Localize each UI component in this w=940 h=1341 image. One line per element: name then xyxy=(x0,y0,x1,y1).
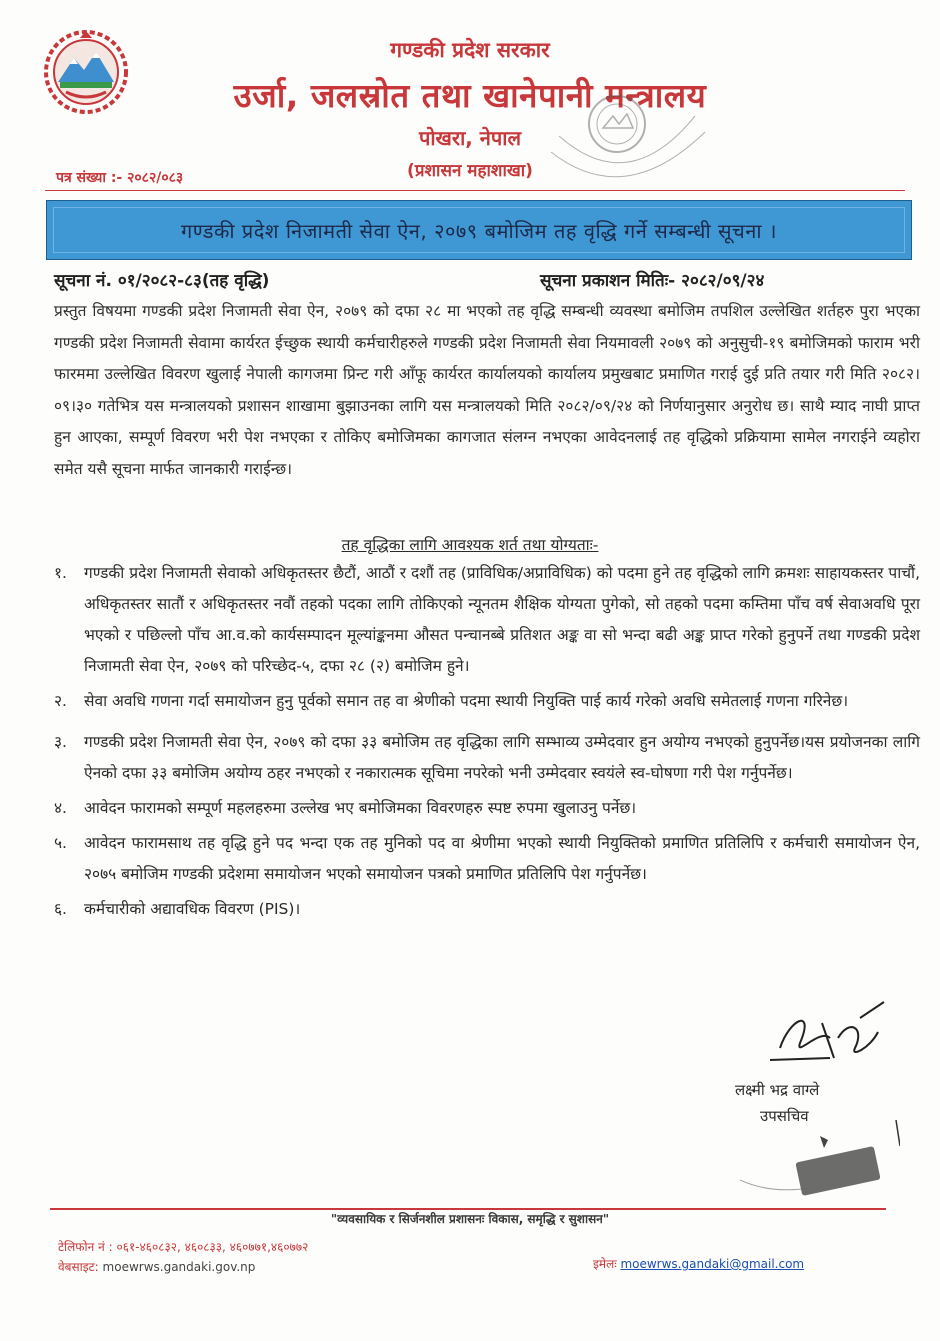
website-link[interactable]: moewrws.gandaki.gov.np xyxy=(102,1260,256,1274)
footer-slogan: "व्यवसायिक र सिर्जनशील प्रशासनः विकास, समृद्धि र सुशासन" xyxy=(330,1212,610,1226)
signer-name: लक्ष्मी भद्र वाग्ले xyxy=(735,1081,820,1099)
publication-date: सूचना प्रकाशन मितिः- २०८२/०९/२४ xyxy=(540,271,765,291)
designation-seal-icon xyxy=(740,1118,900,1208)
requirements-list xyxy=(54,558,920,929)
requirements-heading xyxy=(0,533,940,555)
requirements-heading-text: तह वृद्धिका लागि आवश्यक शर्त तथा योग्यताः- xyxy=(341,536,599,554)
notice-title-banner xyxy=(46,200,912,260)
item-number: १. xyxy=(54,564,67,582)
item-text: गण्डकी प्रदेश निजामती सेवाको अधिकृतस्तर छैटौं, आठौं र दशौं तह (प्राविधिक/अप्राविधिक) को पदमा हुने तह वृद्धिको लागि क्रमशः साहायकस्तर पाचौं, अधिकृतस्तर सातौं र अधिकृतस्तर नवौं तहको पदका लागि तोकिएको न्यूनतम शैक्षिक योग्यता पुगेको, सो तहको पदमा कम्तिमा पाँच वर्ष सेवाअवधि पूरा भएको र पछिल्लो पाँच आ.व.को कार्यसम्पादन मूल्यांङ्कनमा औसत पन्चानब्बे प्रतिशत अङ्क वा सो भन्दा बढी अङ्क प्राप्त गरेको हुनुपर्ने तथा गण्डकी प्रदेश निजामती सेवा ऐन, २०७९ को परिच्छेद-५, दफा २८ (२) बमोजिम हुने। xyxy=(84,564,920,675)
office-stamp-icon xyxy=(545,92,715,212)
phone-label: टेलिफोन नं : xyxy=(58,1240,117,1254)
item-number: ४. xyxy=(54,799,67,817)
email-label: इमेलः xyxy=(593,1257,621,1271)
footer-website xyxy=(58,1258,255,1275)
requirement-item xyxy=(54,894,920,925)
branch-name: (प्रशासन महाशाखा) xyxy=(407,161,533,181)
item-text: आवेदन फारामसाथ तह वृद्धि हुने पद भन्दा एक तह मुनिको पद वा श्रेणीमा भएको स्थायी नियुक्तिको प्रमाणित प्रतिलिपि र कर्मचारी समायोजन ऐन, २०७५ बमोजिम गण्डकी प्रदेशमा समायोजन भएको समायोजन पत्रको प्रमाणित प्रतिलिपि पेश गर्नुपर्नेछ। xyxy=(84,834,920,883)
letter-number: पत्र संख्या :- २०८२/०८३ xyxy=(56,170,184,186)
footer-email xyxy=(593,1255,804,1272)
footer-phone xyxy=(58,1238,308,1255)
item-number: ६. xyxy=(54,900,67,918)
city-name: पोखरा, नेपाल xyxy=(418,126,522,150)
header-divider xyxy=(45,190,905,191)
notice-number: सूचना नं. ०१/२०८२-८३(तह वृद्धि) xyxy=(54,271,270,291)
email-link[interactable]: moewrws.gandaki@gmail.com xyxy=(620,1257,805,1271)
phone-numbers: ०६१-४६०८३२, ४६०८३३, ४६०७७१,४६०७७२ xyxy=(116,1240,309,1254)
requirement-item xyxy=(54,828,920,890)
signer-post: उपसचिव xyxy=(760,1107,809,1125)
requirement-item xyxy=(54,727,920,789)
item-number: ३. xyxy=(54,733,67,751)
item-text: गण्डकी प्रदेश निजामती सेवा ऐन, २०७९ को दफा ३३ बमोजिम तह वृद्धिका लागि सम्भाव्य उम्मेदवार हुन अयोग्य नभएको हुनुपर्नेछ।यस प्रयोजनका लागि ऐनको दफा ३३ बमोजिम अयोग्य ठहर नभएको र नकारात्मक सूचिमा नपरेको भनी उम्मेदवार स्वयंले स्व-घोषणा गरी पेश गर्नुपर्नेछ। xyxy=(84,733,920,782)
item-text: सेवा अवधि गणना गर्दा समायोजन हुनु पूर्वको समान तह वा श्रेणीको पदमा स्थायी नियुक्ति पाई कार्य गरेको अवधि समेतलाई गणना गरिनेछ। xyxy=(84,692,849,710)
item-text: कर्मचारीको अद्यावधिक विवरण (PIS)। xyxy=(84,900,301,918)
ministry-name: उर्जा, जलस्रोत तथा खानेपानी मन्त्रालय xyxy=(233,76,707,115)
item-number: ५. xyxy=(54,834,67,852)
requirement-item xyxy=(54,558,920,682)
notice-body: प्रस्तुत विषयमा गण्डकी प्रदेश निजामती सेवा ऐन, २०७९ को दफा २८ मा भएको तह वृद्धि सम्बन्धी व्यवस्था बमोजिम तपशिल उल्लेखित शर्तहरु पुरा भएका गण्डकी प्रदेश निजामती सेवामा कार्यरत ईच्छुक स्थायी कर्मचारीहरुले गण्डकी प्रदेश निजामती सेवा नियमावली २०७९ को अनुसुची-१९ बमोजिमको फाराम भरी फारममा उल्लेखित विवरण खुलाई नेपाली कागजमा प्रिन्ट गरी आँफू कार्यरत कार्यालयको कार्यालय प्रमुखबाट प्रमाणित गराई दुई प्रति तयार गरी मिति २०८२।०९।३० गतेभित्र यस मन्त्रालयको प्रशासन शाखामा बुझाउनका लागि यस मन्त्रालयको मिति २०८२/०९/२४ को निर्णयानुसार अनुरोध छ। साथै म्याद नाघी प्राप्त हुन आएका, सम्पूर्ण विवरण भरी पेश नभएका र तोकिए बमोजिमका कागजात संलग्न नभएका आवेदनलाई तह वृद्धिको प्रक्रियामा सामेल नगराईने व्यहोरा समेत यसै सूचना मार्फत जानकारी गराईन्छ। xyxy=(54,302,920,478)
item-text: आवेदन फारामको सम्पूर्ण महलहरुमा उल्लेख भए बमोजिमका विवरणहरु स्पष्ट रुपमा खुलाउनु पर्नेछ। xyxy=(84,799,637,817)
signature-icon xyxy=(760,998,890,1078)
requirement-item xyxy=(54,686,920,717)
government-name: गण्डकी प्रदेश सरकार xyxy=(390,38,550,62)
item-number: २. xyxy=(54,692,67,710)
notice-title: गण्डकी प्रदेश निजामती सेवा ऐन, २०७९ बमोजिम तह वृद्धि गर्ने सम्बन्धी सूचना । xyxy=(181,218,777,243)
requirement-item xyxy=(54,793,920,824)
website-label: वेबसाइट: xyxy=(58,1260,103,1274)
